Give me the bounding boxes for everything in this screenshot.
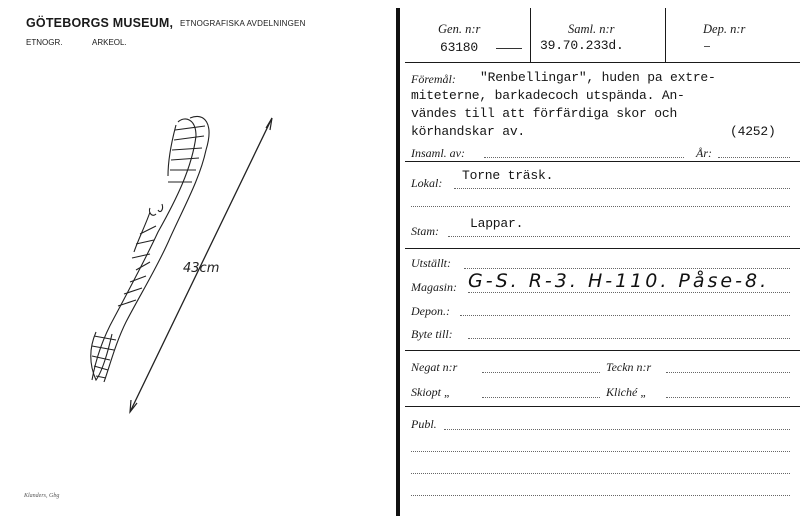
lokal-line-2	[411, 206, 790, 207]
negat-label: Negat n:r	[411, 360, 458, 374]
magasin-value: G-S. R-3. H-110. Påse-8.	[468, 270, 770, 292]
catalog-card	[400, 0, 800, 516]
museum-name: GÖTEBORGS MUSEUM,	[26, 16, 174, 30]
publ-label: Publ.	[411, 417, 437, 431]
magasin-label: Magasin:	[411, 280, 457, 294]
utstallt-line	[464, 268, 790, 269]
negat-line	[482, 372, 600, 373]
lokal-value: Torne träsk.	[462, 168, 554, 183]
foremal-code: (4252)	[730, 124, 776, 139]
publ-line-2	[411, 451, 790, 452]
utstallt-label: Utställt:	[411, 256, 452, 270]
measure-label: 43cm	[183, 261, 220, 276]
kliche-label: Kliché „	[606, 385, 647, 399]
dep-nr-label: Dep. n:r	[703, 22, 746, 36]
insaml-line	[484, 157, 684, 158]
object-drawing	[0, 0, 398, 516]
foremal-line-1: "Renbellingar", huden pa extre-	[480, 70, 716, 85]
depon-line	[460, 315, 790, 316]
gen-nr-value: 63180	[440, 40, 479, 55]
kliche-line	[666, 397, 790, 398]
publ-line-1	[444, 429, 790, 430]
ar-label: År:	[696, 146, 712, 160]
teckn-line	[666, 372, 790, 373]
dep-nr-mark	[704, 46, 710, 47]
publ-line-4	[411, 495, 790, 496]
skiopt-label: Skiopt „	[411, 385, 451, 399]
rule-after-insaml	[405, 161, 800, 162]
byte-line	[468, 338, 790, 339]
stam-value: Lappar.	[470, 216, 524, 231]
teckn-label: Teckn n:r	[606, 360, 652, 374]
lokal-line-1	[454, 188, 790, 189]
gen-nr-label: Gen. n:r	[438, 22, 481, 36]
rule-after-byte	[405, 350, 800, 351]
stam-line	[448, 236, 790, 237]
ar-line	[718, 157, 790, 158]
foremal-line-4: körhandskar av.	[411, 124, 526, 139]
printer-imprint: Klanders, Gbg	[24, 493, 60, 499]
foremal-line-2: miteterne, barkadecoch utspända. An-	[411, 88, 685, 103]
skiopt-line	[482, 397, 600, 398]
foremal-line-3: vändes till att förfärdiga skor och	[411, 106, 678, 121]
magasin-line	[468, 292, 790, 293]
foremal-label: Föremål:	[411, 72, 456, 86]
saml-nr-value: 39.70.233d.	[540, 38, 624, 53]
rule-after-stam	[405, 248, 800, 249]
header-cell-divider-1	[530, 8, 531, 63]
department-name: ETNOGRAFISKA AVDELNINGEN	[180, 19, 306, 28]
gen-nr-dash	[496, 48, 522, 49]
stam-label: Stam:	[411, 224, 439, 238]
object-sketch	[91, 116, 209, 382]
saml-nr-label: Saml. n:r	[568, 22, 615, 36]
card-left-panel	[0, 0, 398, 516]
byte-label: Byte till:	[411, 327, 453, 341]
publ-line-3	[411, 473, 790, 474]
insaml-label: Insaml. av:	[411, 146, 465, 160]
arkeol-label: ARKEOL.	[92, 38, 127, 47]
header-cell-divider-2	[665, 8, 666, 63]
depon-label: Depon.:	[411, 304, 450, 318]
header-rule	[405, 62, 800, 63]
lokal-label: Lokal:	[411, 176, 443, 190]
etnogr-label: ETNOGR.	[26, 38, 63, 47]
rule-after-kliche	[405, 406, 800, 407]
